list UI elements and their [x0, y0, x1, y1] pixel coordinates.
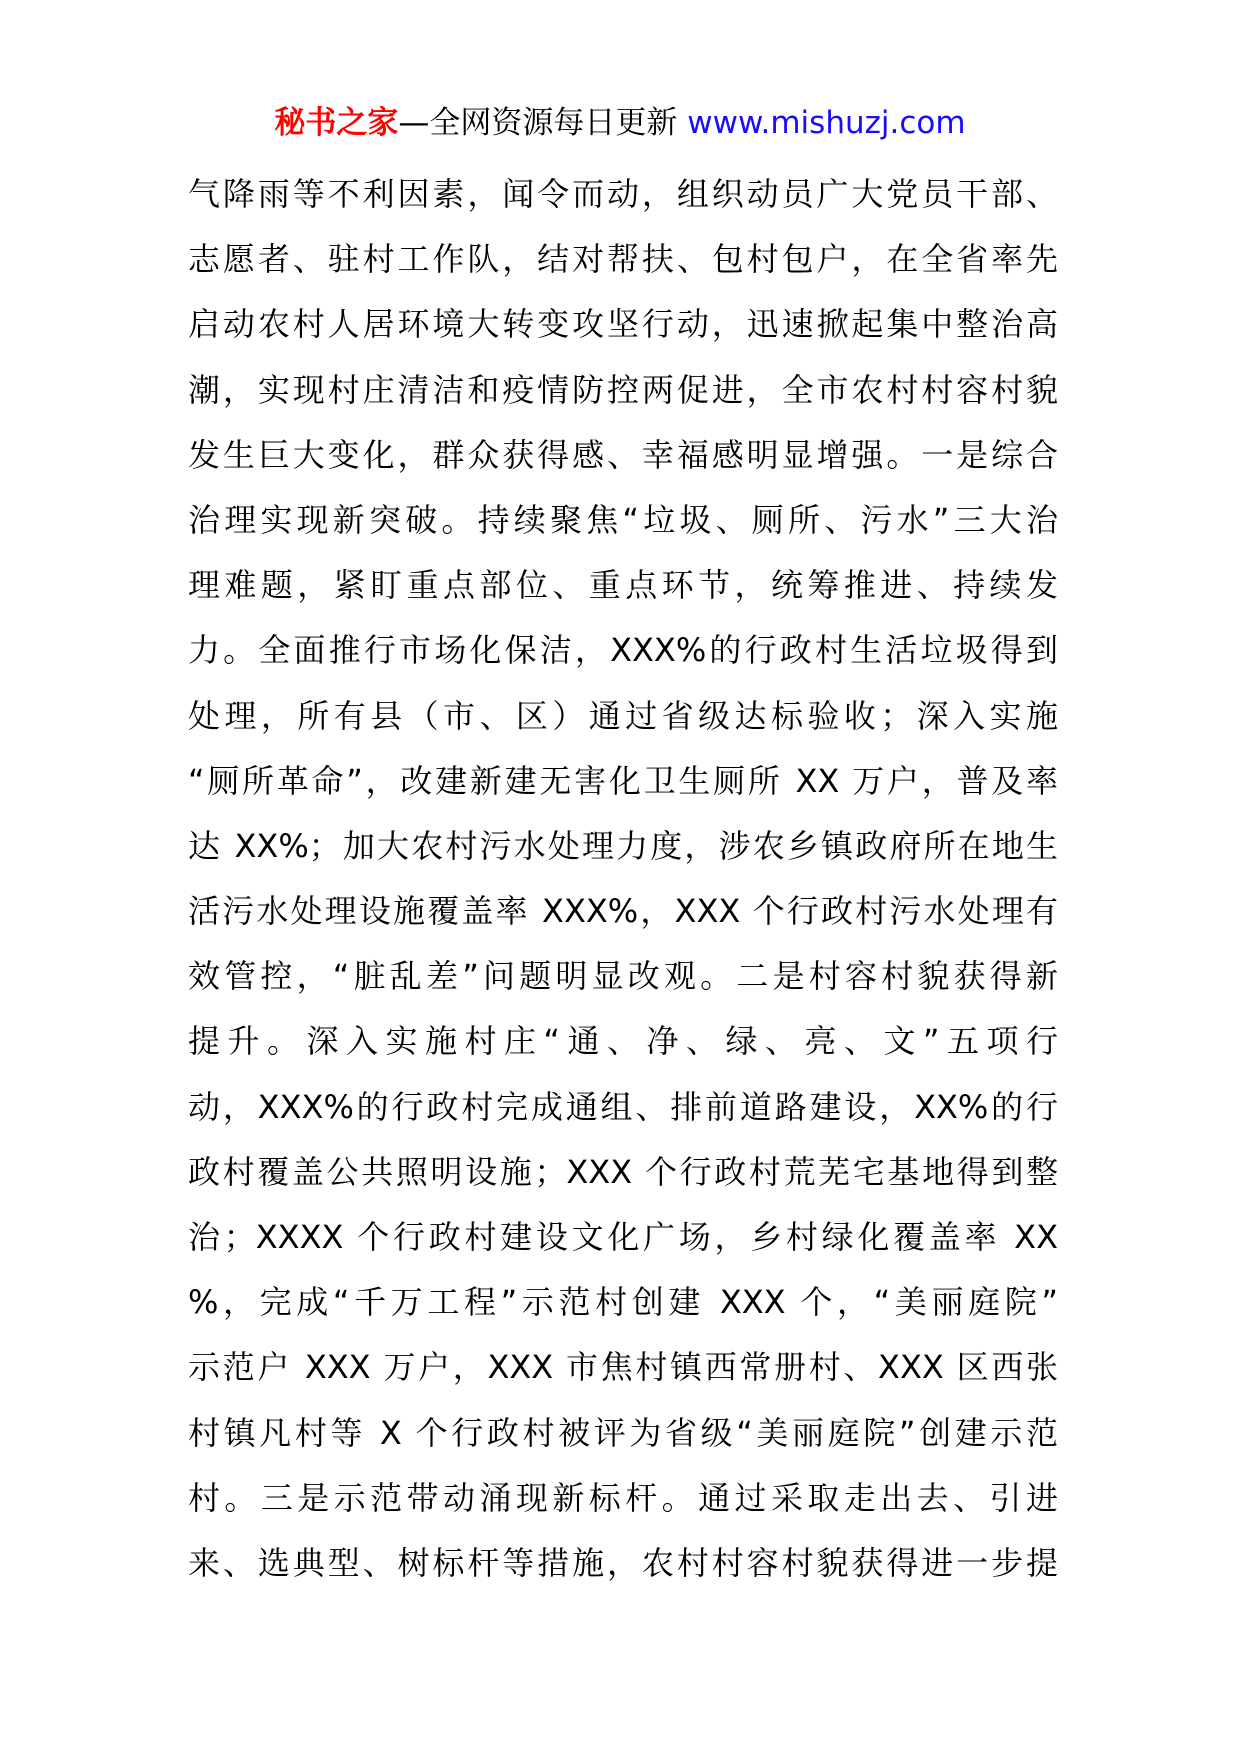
body-line: 政村覆盖公共照明设施；XXX 个行政村荒芜宅基地得到整 — [188, 1152, 1058, 1191]
site-url-link[interactable]: www.mishuzj.com — [687, 105, 966, 141]
body-line: 动，XXX%的行政村完成通组、排前道路建设，XX%的行 — [188, 1087, 1058, 1126]
site-brand: 秘书之家 — [274, 105, 399, 141]
body-line: 活污水处理设施覆盖率 XXX%，XXX 个行政村污水处理有 — [188, 892, 1058, 931]
body-line: 来、选典型、树标杆等措施，农村村容村貌获得进一步提 — [188, 1543, 1058, 1582]
body-line: 村。三是示范带动涌现新标杆。通过采取走出去、引进 — [188, 1478, 1058, 1517]
body-line: 达 XX%；加大农村污水处理力度，涉农乡镇政府所在地生 — [188, 826, 1058, 865]
body-line: 气降雨等不利因素，闻令而动，组织动员广大党员干部、 — [188, 175, 1058, 213]
body-line: 发生巨大变化，群众获得感、幸福感明显增强。一是综合 — [188, 435, 1058, 474]
body-line: 治；XXXX 个行政村建设文化广场，乡村绿化覆盖率 XX — [188, 1218, 1058, 1256]
body-line: 潮，实现村庄清洁和疫情防控两促进，全市农村村容村貌 — [188, 370, 1058, 409]
body-line: 治理实现新突破。持续聚焦“垃圾、厕所、污水”三大治 — [188, 500, 1058, 539]
body-line: 效管控，“脏乱差”问题明显改观。二是村容村貌获得新 — [188, 957, 1058, 996]
body-line: 村镇凡村等 X 个行政村被评为省级“美丽庭院”创建示范 — [188, 1413, 1058, 1452]
body-line: 提升。深入实施村庄“通、净、绿、亮、文”五项行 — [188, 1022, 1058, 1061]
document-body — [188, 162, 1058, 1596]
page-header — [0, 100, 1240, 146]
site-tagline: —全网资源每日更新 — [398, 105, 678, 141]
body-line: %，完成“千万工程”示范村创建 XXX 个，“美丽庭院” — [188, 1283, 1058, 1322]
body-line: 力。全面推行市场化保洁，XXX%的行政村生活垃圾得到 — [188, 631, 1058, 670]
body-line: 处理，所有县（市、区）通过省级达标验收；深入实施 — [188, 696, 1058, 735]
body-line: 志愿者、驻村工作队，结对帮扶、包村包户，在全省率先 — [188, 240, 1058, 279]
body-line: “厕所革命”，改建新建无害化卫生厕所 XX 万户，普及率 — [188, 761, 1058, 800]
body-line: 理难题，紧盯重点部位、重点环节，统筹推进、持续发 — [188, 566, 1058, 605]
body-line: 示范户 XXX 万户，XXX 市焦村镇西常册村、XXX 区西张 — [188, 1348, 1058, 1387]
body-line: 启动农村人居环境大转变攻坚行动，迅速掀起集中整治高 — [188, 305, 1058, 344]
